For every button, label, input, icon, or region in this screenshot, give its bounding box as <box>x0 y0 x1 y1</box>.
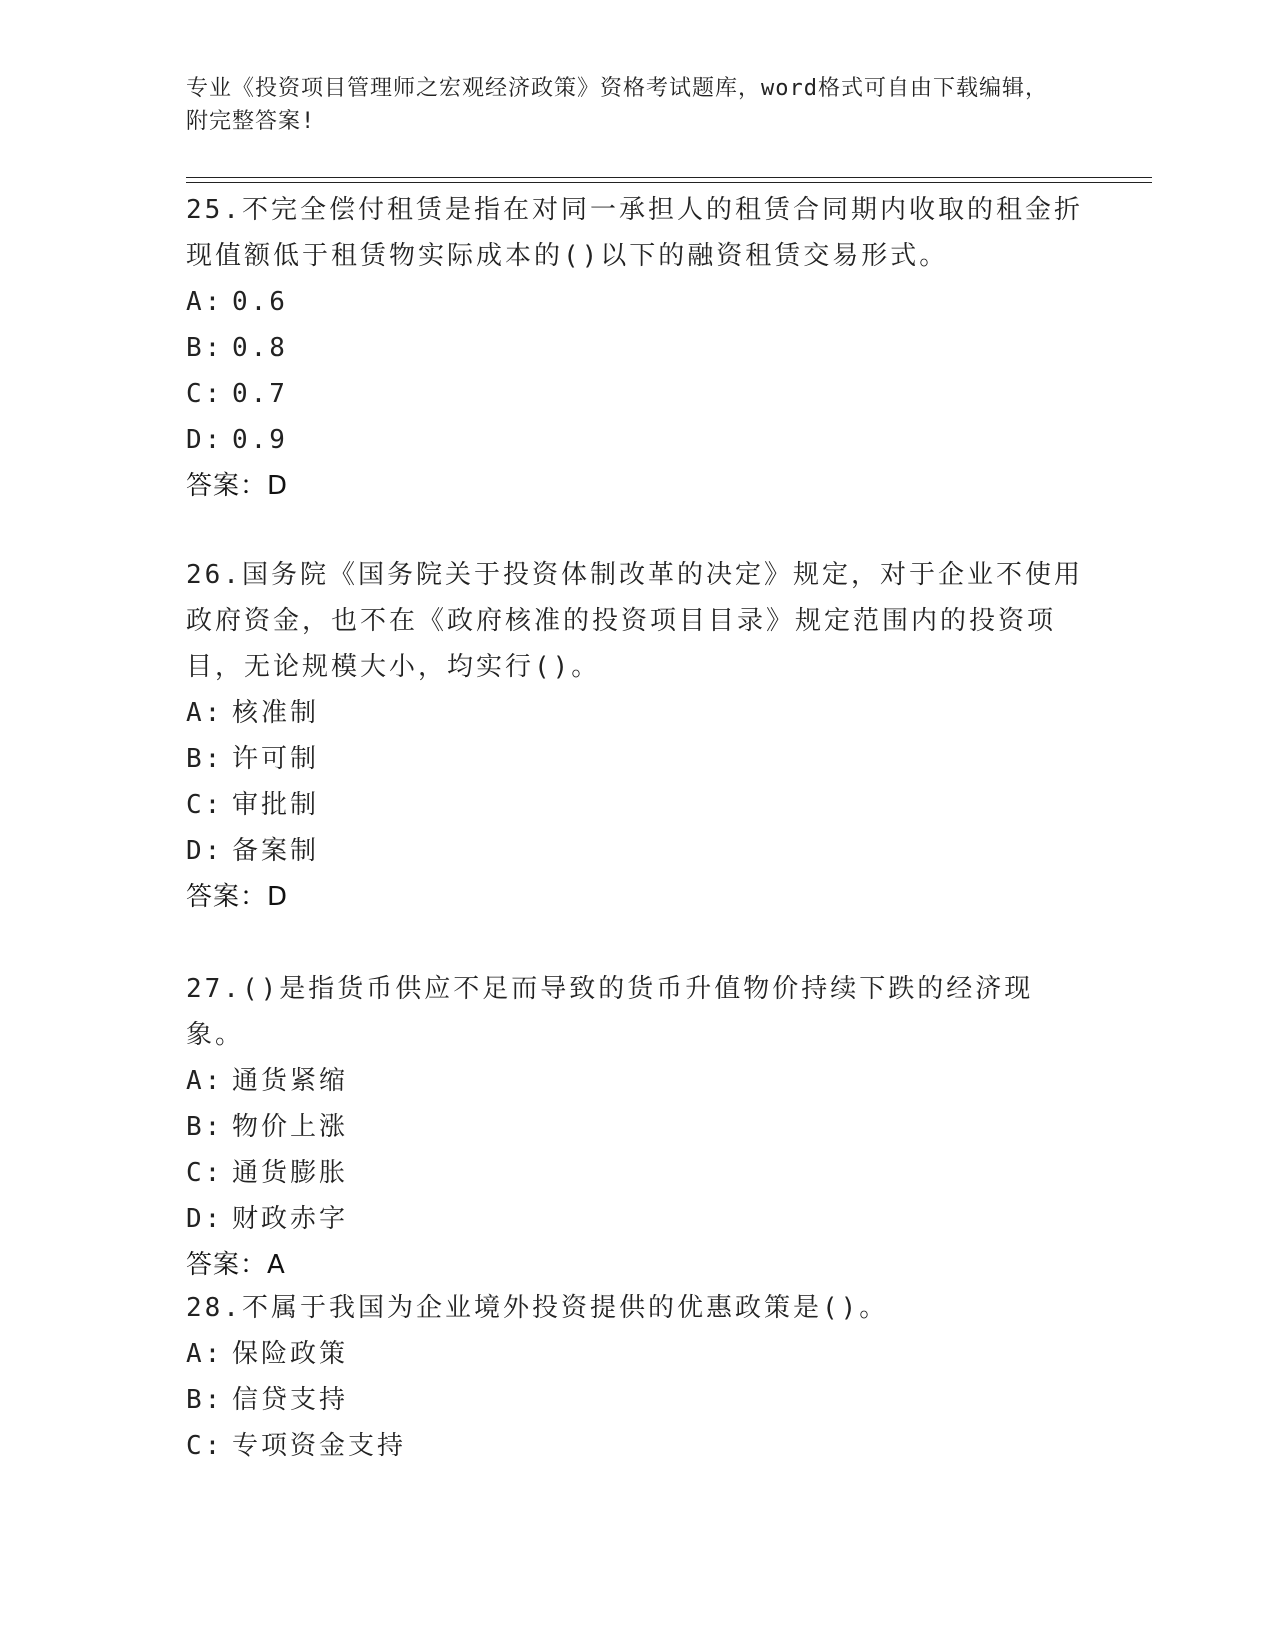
option-key: B: <box>186 1385 224 1415</box>
option-text: 备案制 <box>232 836 320 866</box>
option-text: 审批制 <box>232 790 320 820</box>
option-key: D: <box>186 836 224 866</box>
option-text: 财政赤字 <box>232 1204 349 1234</box>
option-d <box>186 1196 1086 1242</box>
answer-line: 答案：D <box>186 882 289 912</box>
option-text: 0.6 <box>232 287 288 317</box>
option-key: B: <box>186 744 224 774</box>
option-text: 0.7 <box>232 379 288 409</box>
option-text: 0.8 <box>232 333 288 363</box>
option-text: 0.9 <box>232 425 288 455</box>
option-c <box>186 371 1086 417</box>
option-key: B: <box>186 333 224 363</box>
option-b <box>186 1377 1086 1423</box>
option-a <box>186 1058 1086 1104</box>
option-key: A: <box>186 1339 224 1369</box>
option-a <box>186 1331 1086 1377</box>
option-text: 通货紧缩 <box>232 1066 349 1096</box>
option-key: A: <box>186 698 224 728</box>
question-stem: 27.()是指货币供应不足而导致的货币升值物价持续下跌的经济现象。 <box>186 974 1034 1050</box>
option-key: C: <box>186 790 224 820</box>
option-a <box>186 279 1086 325</box>
header-divider-top <box>186 177 1152 178</box>
option-b <box>186 325 1086 371</box>
option-key: B: <box>186 1112 224 1142</box>
option-c <box>186 1150 1086 1196</box>
question-25 <box>186 187 1086 509</box>
header-divider-bottom <box>186 182 1152 183</box>
option-key: D: <box>186 425 224 455</box>
option-text: 专项资金支持 <box>232 1431 407 1461</box>
option-key: C: <box>186 1431 224 1461</box>
question-stem: 25.不完全偿付租赁是指在对同一承担人的租赁合同期内收取的租金折现值额低于租赁物实际成本的()以下的融资租赁交易形式。 <box>186 195 1083 271</box>
question-28 <box>186 1285 1086 1469</box>
option-text: 物价上涨 <box>232 1112 349 1142</box>
option-text: 信贷支持 <box>232 1385 349 1415</box>
option-text: 许可制 <box>232 744 320 774</box>
option-b <box>186 1104 1086 1150</box>
question-stem: 26.国务院《国务院关于投资体制改革的决定》规定，对于企业不使用政府资金，也不在《政府核准的投资项目目录》规定范围内的投资项目，无论规模大小，均实行()。 <box>186 560 1083 682</box>
option-key: A: <box>186 1066 224 1096</box>
option-a <box>186 690 1086 736</box>
option-key: A: <box>186 287 224 317</box>
option-text: 通货膨胀 <box>232 1158 349 1188</box>
question-26 <box>186 552 1086 920</box>
option-c <box>186 1423 1086 1469</box>
option-b <box>186 736 1086 782</box>
answer-line: 答案：A <box>186 1250 286 1280</box>
option-text: 核准制 <box>232 698 320 728</box>
question-stem: 28.不属于我国为企业境外投资提供的优惠政策是()。 <box>186 1293 889 1323</box>
option-d <box>186 828 1086 874</box>
question-27 <box>186 966 1086 1288</box>
option-key: C: <box>186 1158 224 1188</box>
option-key: C: <box>186 379 224 409</box>
option-d <box>186 417 1086 463</box>
answer-line: 答案：D <box>186 471 289 501</box>
option-text: 保险政策 <box>232 1339 349 1369</box>
option-key: D: <box>186 1204 224 1234</box>
option-c <box>186 782 1086 828</box>
header-intro: 专业《投资项目管理师之宏观经济政策》资格考试题库，word格式可自由下载编辑，附完整答案! <box>186 76 1048 134</box>
